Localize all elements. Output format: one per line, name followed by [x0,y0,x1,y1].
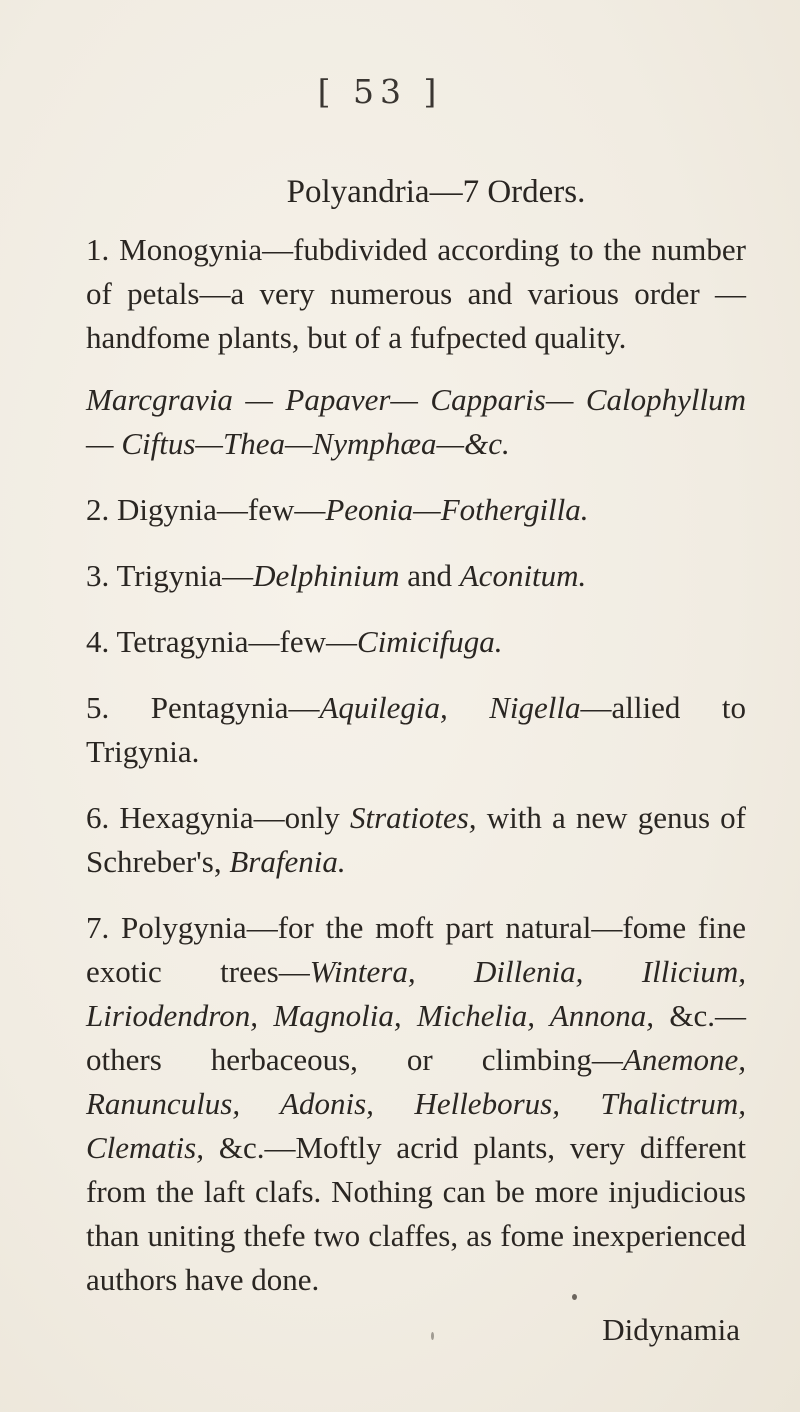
section-heading: Polyandria—7 Orders. [286,174,586,210]
genera-names: Peonia—Fothergilla. [325,492,589,527]
order-entry-monogynia [86,228,746,360]
entry-lead: 3. Trigynia— [86,558,254,593]
genus-name: Stratiotes, [349,800,477,835]
genera-names: Wintera, Dillenia, Illicium, Liriodendron, Magnolia, Michelia, Annona, [86,954,746,1033]
order-entry-polygynia [86,906,746,1302]
entry-lead: 4. Tetragynia—few— [86,624,358,659]
genus-name: Delphinium [253,558,400,593]
genera-names: Marcgravia — Papaver— Capparis— Calophyllum— Ciftus—Thea—Nymphæa—&c. [86,382,746,461]
entry-tail: &c.—Moftly acrid plants, very different from the laft clafs. Nothing can be more injudicious than uniting thefe two claffes, as fome inexperienced authors have done. [86,1130,746,1297]
entry-lead: 5. Pentagynia— [86,690,320,725]
entry-connector: &c.—others herbaceous, or climbing— [86,998,746,1077]
entry-lead: 6. Hexagynia—only [86,800,350,835]
order-entry-digynia [86,488,746,532]
entry-connector: with a new genus of Schreber's, [86,800,746,879]
entry-lead: 2. Digynia—few— [86,492,326,527]
genera-list-monogynia [86,378,746,466]
order-entry-tetragynia [86,620,746,664]
ink-speck [572,1294,577,1300]
order-entry-hexagynia [86,796,746,884]
entry-tail: —allied to Trigynia. [86,690,746,769]
order-entry-trigynia [86,554,746,598]
entry-connector: and [399,558,460,593]
page-body [86,170,746,1352]
genus-name: Cimicifuga. [357,624,503,659]
entry-text: 1. Monogynia—fubdivided according to the number of petals—a very numerous and various order — handfome plants, but of a fufpected quality. [86,232,746,355]
entry-lead: 7. Polygynia—for the moft part natural—fome fine exotic trees— [86,910,746,989]
page-number: [ 53 ] [317,72,443,111]
order-entry-pentagynia [86,686,746,774]
catchword: Didynamia [602,1312,740,1347]
genera-names: Aquilegia, Nigella [319,690,581,725]
genera-names: Anemone, Ranunculus, Adonis, Helleborus, Thalictrum, Clematis, [86,1042,746,1165]
ink-speck [431,1332,434,1340]
genus-name: Aconitum. [459,558,587,593]
genus-name: Brafenia. [229,844,346,879]
